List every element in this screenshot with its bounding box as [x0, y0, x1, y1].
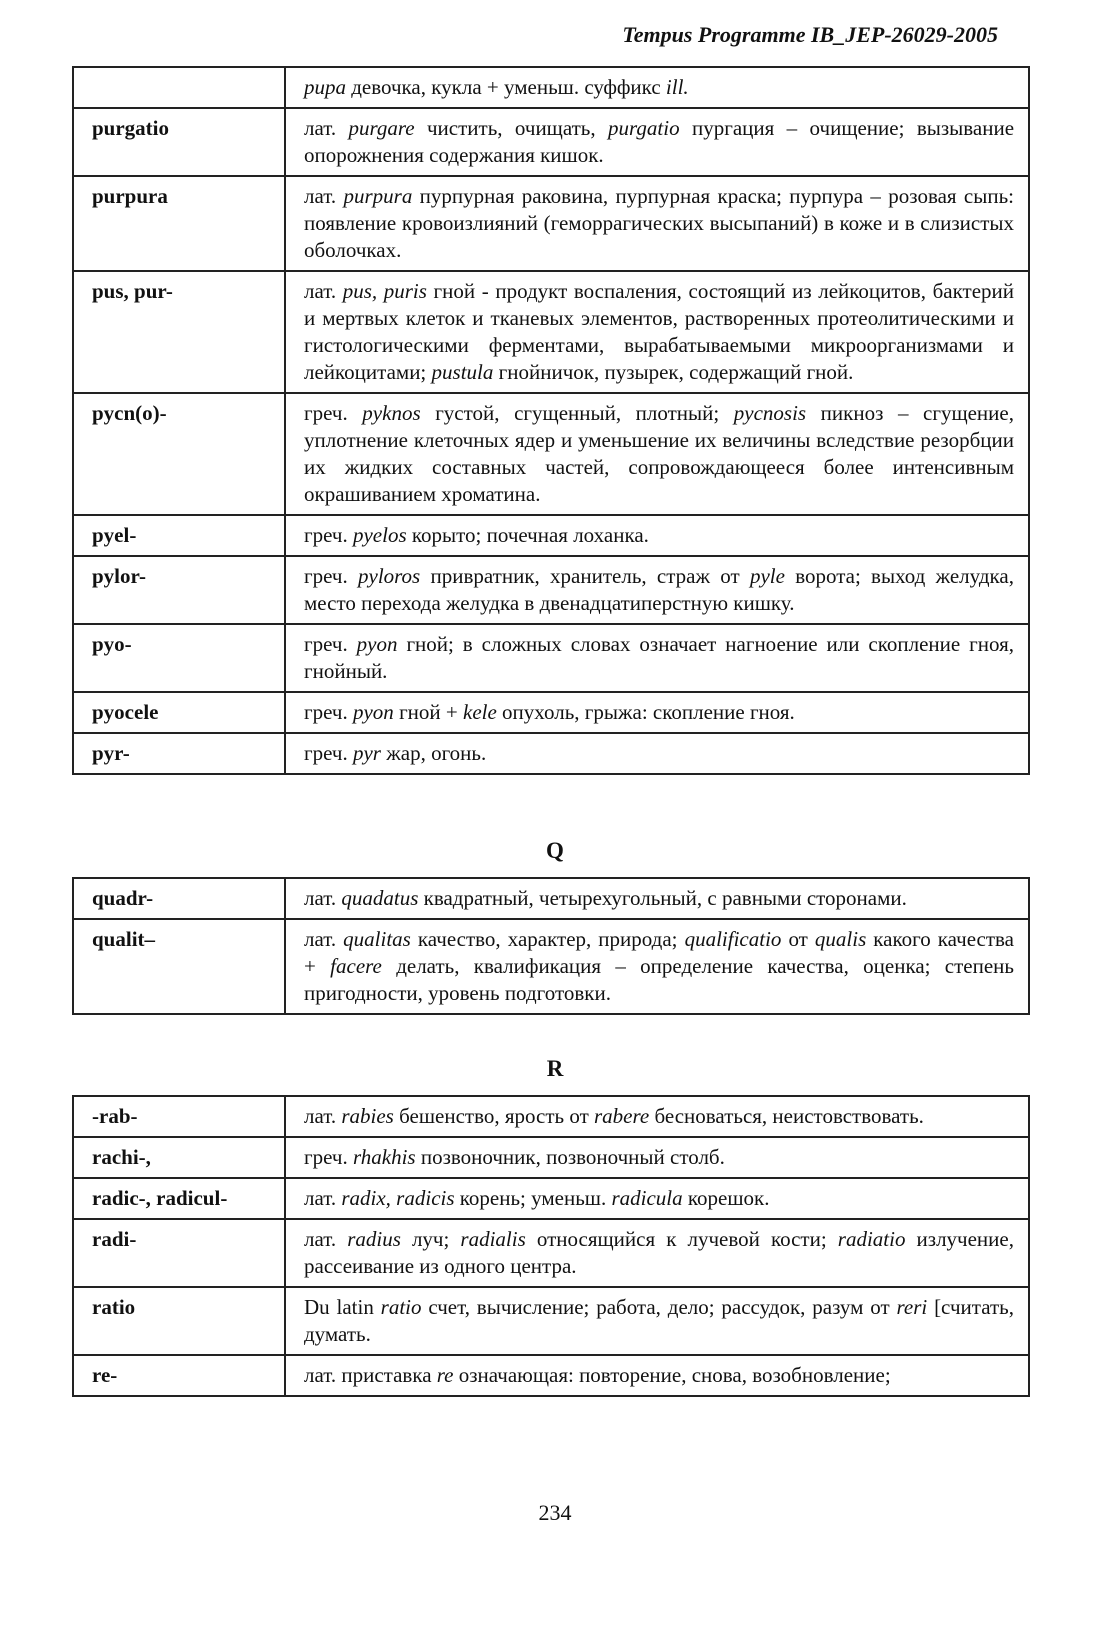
glossary-term: pyr- [73, 733, 285, 774]
glossary-term: ratio [73, 1287, 285, 1355]
glossary-term: pyocele [73, 692, 285, 733]
definition-text: чистить, очищать, [414, 116, 609, 140]
glossary-row [73, 624, 1029, 692]
definition-text: пургация – очищение; вызывание опорожнения содержания кишок. [304, 116, 1015, 167]
glossary-term: pylor- [73, 556, 285, 624]
definition-italic-term: qualificatio [684, 927, 782, 951]
glossary-row [73, 878, 1029, 919]
definition-italic-term: rhakhis [352, 1145, 416, 1169]
definition-text: от [781, 927, 815, 951]
definition-text: корешок. [682, 1186, 770, 1210]
glossary-definition [285, 1178, 1029, 1219]
definition-text: корыто; почечная лоханка. [406, 523, 649, 547]
definition-italic-term: qualitas [343, 927, 411, 951]
definition-italic-term: pyon [352, 700, 394, 724]
definition-text: гной; в сложных словах означает нагноение или скопление гноя, гнойный. [304, 632, 1014, 683]
definition-text: лат. [304, 1104, 342, 1128]
glossary-row [73, 1287, 1029, 1355]
glossary-term: pycn(o)- [73, 393, 285, 515]
glossary-term: radi- [73, 1219, 285, 1287]
glossary-term: purgatio [73, 108, 285, 176]
page-number: 234 [538, 1500, 572, 1525]
definition-italic-term: ratio [380, 1295, 422, 1319]
definition-text: греч. [304, 700, 353, 724]
definition-text: греч. [304, 523, 353, 547]
glossary-term: -rab- [73, 1096, 285, 1137]
glossary-definition [285, 1287, 1029, 1355]
definition-italic-term: pyloros [358, 564, 421, 588]
glossary-row [73, 67, 1029, 108]
definition-text: ворота; выход желудка, место перехода желудка в двенадцатиперстную кишку. [304, 564, 1014, 615]
glossary-row [73, 1178, 1029, 1219]
definition-text: гной + [393, 700, 463, 724]
definition-text: качество, характер, природа; [410, 927, 685, 951]
glossary-row [73, 176, 1029, 271]
definition-text: бесноваться, неистовствовать. [649, 1104, 924, 1128]
definition-text: привратник, хранитель, страж от [420, 564, 750, 588]
glossary-table-q [72, 877, 1030, 1015]
glossary-definition [285, 1355, 1029, 1396]
glossary-definition [285, 733, 1029, 774]
definition-text: излучение, рассеивание из одного центра. [304, 1227, 1014, 1278]
definition-text: Du latin [304, 1295, 381, 1319]
definition-text: относящийся к лучевой кости; [525, 1227, 838, 1251]
glossary-definition [285, 692, 1029, 733]
definition-text: корень; уменьш. [454, 1186, 612, 1210]
glossary-row [73, 1355, 1029, 1396]
definition-italic-term: rabere [594, 1104, 650, 1128]
definition-italic-term: pus, puris [342, 279, 427, 303]
definition-italic-term: radiatio [837, 1227, 906, 1251]
glossary-row [73, 556, 1029, 624]
definition-italic-term: pyelos [352, 523, 407, 547]
glossary-row [73, 393, 1029, 515]
definition-italic-term: pyon [356, 632, 398, 656]
definition-italic-term: radicula [611, 1186, 683, 1210]
glossary-term: pyel- [73, 515, 285, 556]
definition-italic-term: pycnosis [733, 401, 807, 425]
definition-italic-term: pyr [352, 741, 381, 765]
definition-text: гной - продукт воспаления, состоящий из лейкоцитов, бактерий и мертвых клеток и тканевых элементов, растворенных протеолитическими и гистологическими ферментами, вырабатываемыми микроорганизмами и лейкоцитами; [304, 279, 1014, 384]
definition-italic-term: pustula [431, 360, 494, 384]
glossary-term: qualit– [73, 919, 285, 1014]
section-letter-r: R [546, 1056, 564, 1081]
definition-text: луч; [400, 1227, 461, 1251]
definition-text: греч. [304, 1145, 353, 1169]
definition-text: лат. [304, 116, 349, 140]
glossary-definition [285, 67, 1029, 108]
glossary-row [73, 271, 1029, 393]
glossary-term: pyo- [73, 624, 285, 692]
glossary-row [73, 919, 1029, 1014]
definition-italic-term: reri [896, 1295, 928, 1319]
glossary-row [73, 1137, 1029, 1178]
running-header: Tempus Programme IB_JEP-26029-2005 [622, 22, 998, 47]
definition-text: квадратный, четырехугольный, с равными сторонами. [418, 886, 907, 910]
definition-text: бешенство, ярость от [393, 1104, 594, 1128]
definition-text: густой, сгущенный, плотный; [420, 401, 734, 425]
glossary-row [73, 515, 1029, 556]
glossary-term: purpura [73, 176, 285, 271]
definition-text: лат. [304, 927, 344, 951]
definition-text: жар, огонь. [380, 741, 487, 765]
glossary-definition [285, 515, 1029, 556]
glossary-definition [285, 108, 1029, 176]
glossary-row [73, 1096, 1029, 1137]
definition-text: лат. [304, 279, 343, 303]
definition-text: какого качества + [304, 927, 1014, 978]
definition-italic-term: radius [347, 1227, 401, 1251]
definition-italic-term: pyle [749, 564, 785, 588]
definition-text: гнойничок, пузырек, содержащий гной. [493, 360, 854, 384]
definition-italic-term: pyknos [362, 401, 421, 425]
glossary-term: pus, pur- [73, 271, 285, 393]
definition-italic-term: pupa [304, 75, 346, 99]
glossary-term: re- [73, 1355, 285, 1396]
glossary-definition [285, 1219, 1029, 1287]
glossary-table-p [72, 66, 1030, 775]
definition-italic-term: facere [330, 954, 382, 978]
definition-text: счет, вычисление; работа, дело; рассудок, разум от [421, 1295, 897, 1319]
definition-italic-term: radialis [460, 1227, 526, 1251]
definition-text: лат. [304, 1186, 342, 1210]
definition-text: позвоночник, позвоночный столб. [415, 1145, 725, 1169]
glossary-definition [285, 393, 1029, 515]
glossary-definition [285, 919, 1029, 1014]
definition-text: греч. [304, 632, 357, 656]
definition-text: девочка, кукла + уменьш. суффикс [346, 75, 666, 99]
definition-italic-term: purgare [348, 116, 415, 140]
definition-italic-term: radix, radicis [341, 1186, 455, 1210]
glossary-definition [285, 271, 1029, 393]
glossary-definition [285, 878, 1029, 919]
definition-text: делать, квалификация – определение качества, оценка; степень пригодности, уровень подготовки. [304, 954, 1015, 1005]
definition-italic-term: qualis [814, 927, 867, 951]
definition-text: лат. [304, 886, 342, 910]
definition-italic-term: kele [463, 700, 497, 724]
glossary-row [73, 692, 1029, 733]
definition-text: лат. приставка [304, 1363, 437, 1387]
glossary-term: quadr- [73, 878, 285, 919]
glossary-row [73, 733, 1029, 774]
definition-text: греч. [304, 401, 363, 425]
definition-italic-term: quadatus [341, 886, 419, 910]
definition-italic-term: purgatio [608, 116, 680, 140]
definition-text: греч. [304, 741, 353, 765]
definition-italic-term: purpura [343, 184, 413, 208]
glossary-definition [285, 556, 1029, 624]
glossary-row [73, 1219, 1029, 1287]
glossary-definition [285, 624, 1029, 692]
definition-text: означающая: повторение, снова, возобновление; [453, 1363, 891, 1387]
section-letter-q: Q [546, 838, 564, 863]
glossary-definition [285, 1137, 1029, 1178]
definition-text: пикноз – сгущение, уплотнение клеточных ядер и уменьшение их величины вследствие резорбции их жидких составных частей, сопровождающееся более интенсивным окрашиванием хроматина. [304, 401, 1014, 506]
glossary-term: radic-, radicul- [73, 1178, 285, 1219]
definition-text: пурпурная раковина, пурпурная краска; пурпура – розовая сыпь: появление кровоизлияний (геморрагических высыпаний) в коже и в слизистых оболочках. [304, 184, 1014, 262]
glossary-definition [285, 176, 1029, 271]
glossary-definition [285, 1096, 1029, 1137]
definition-italic-term: re [436, 1363, 454, 1387]
definition-italic-term: rabies [341, 1104, 394, 1128]
definition-text: [считать, думать. [304, 1295, 1014, 1346]
glossary-term: rachi-, [73, 1137, 285, 1178]
definition-text: опухоль, грыжа: скопление гноя. [496, 700, 795, 724]
definition-italic-term: ill. [665, 75, 689, 99]
definition-text: лат. [304, 1227, 348, 1251]
glossary-term [73, 67, 285, 108]
definition-text: греч. [304, 564, 358, 588]
glossary-table-r [72, 1095, 1030, 1397]
glossary-row [73, 108, 1029, 176]
definition-text: лат. [304, 184, 344, 208]
